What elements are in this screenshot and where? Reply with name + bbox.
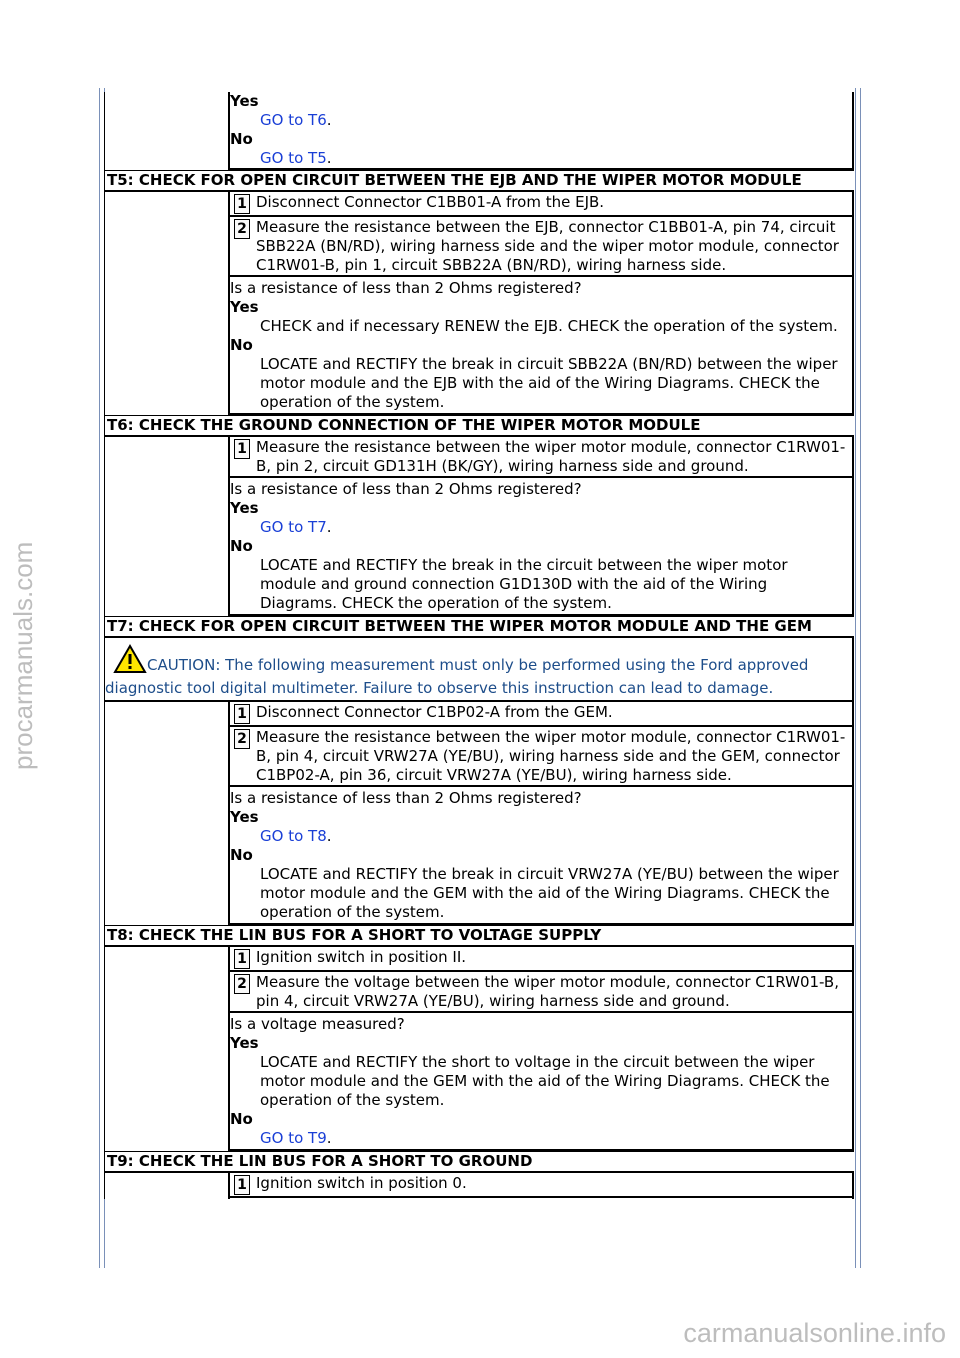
t4-result (228, 92, 854, 170)
caution-text: CAUTION: The following measurement must only be performed using the Ford approved diagnostic tool digital multimeter. Failure to observe this instruction can lead to damage. (105, 656, 809, 697)
t8-step-1 (230, 947, 852, 972)
t8-result (230, 1013, 852, 1151)
step-number: 2 (234, 729, 250, 749)
t5-no-text: LOCATE and RECTIFY the break in circuit SBB22A (BN/RD) between the wiper motor module and the EJB with the aid of the Wiring Diagrams. CHECK the operation of the system. (260, 355, 838, 411)
t6-body (104, 437, 854, 616)
t5-question: Is a resistance of less than 2 Ohms registered? (230, 279, 582, 297)
go-to-t9-link[interactable]: GO to T9 (260, 1129, 327, 1147)
t6-question: Is a resistance of less than 2 Ohms registered? (230, 480, 582, 498)
t7-caution (104, 638, 854, 702)
t7-step-1 (230, 702, 852, 727)
diagnostic-document (104, 92, 854, 1199)
step-number: 1 (234, 439, 250, 459)
step-number: 2 (234, 219, 250, 239)
t6-result (230, 478, 852, 616)
t8-body (104, 947, 854, 1151)
side-watermark: procarmanuals.com (8, 541, 38, 770)
step-number: 1 (234, 949, 250, 969)
t7-heading: T7: CHECK FOR OPEN CIRCUIT BETWEEN THE WIPER MOTOR MODULE AND THE GEM (104, 616, 854, 638)
left-column-cell (104, 947, 228, 1151)
t9-body (104, 1173, 854, 1199)
no-label: No (230, 846, 253, 864)
t6-content (228, 437, 854, 616)
t8-heading: T8: CHECK THE LIN BUS FOR A SHORT TO VOLTAGE SUPPLY (104, 925, 854, 947)
step-text: Ignition switch in position II. (256, 948, 467, 966)
t9-step-1 (230, 1173, 852, 1198)
left-column-cell (104, 192, 228, 415)
t7-no-text: LOCATE and RECTIFY the break in circuit VRW27A (YE/BU) between the wiper motor module and the GEM with the aid of the Wiring Diagrams. CHECK the operation of the system. (260, 865, 839, 921)
yes-action: GO to T6. (260, 111, 332, 129)
t7-yes-action: GO to T8. (260, 827, 332, 845)
step-number: 1 (234, 194, 250, 214)
step-text: Measure the resistance between the wiper motor module, connector C1RW01-B, pin 2, circuit GD131H (BK/GY), wiring harness side and ground. (256, 438, 846, 475)
t8-yes-text: LOCATE and RECTIFY the short to voltage in the circuit between the wiper motor module and the GEM with the aid of the Wiring Diagrams. CHECK the operation of the system. (260, 1053, 830, 1109)
t8-question: Is a voltage measured? (230, 1015, 405, 1033)
go-to-t8-link[interactable]: GO to T8 (260, 827, 327, 845)
step-text: Measure the voltage between the wiper motor module, connector C1RW01-B, pin 4, circuit VRW27A (YE/BU), wiring harness side and ground. (256, 973, 839, 1010)
t4-result-row (104, 92, 854, 170)
t8-no-action: GO to T9. (260, 1129, 332, 1147)
t8-content (228, 947, 854, 1151)
left-column-cell (104, 437, 228, 616)
no-label: No (230, 537, 253, 555)
t9-heading: T9: CHECK THE LIN BUS FOR A SHORT TO GROUND (104, 1151, 854, 1173)
no-label: No (230, 336, 253, 354)
no-label: No (230, 1110, 253, 1128)
t7-body (104, 702, 854, 925)
t6-step-1 (230, 437, 852, 478)
left-column-cell (104, 702, 228, 925)
go-to-t7-link[interactable]: GO to T7 (260, 518, 327, 536)
step-number: 1 (234, 704, 250, 724)
yes-label: Yes (230, 298, 259, 316)
yes-label: Yes (230, 808, 259, 826)
t7-question: Is a resistance of less than 2 Ohms registered? (230, 789, 582, 807)
bottom-watermark: carmanualsonline.info (683, 1318, 946, 1348)
t7-step-2 (230, 727, 852, 787)
step-text: Disconnect Connector C1BP02-A from the GEM. (256, 703, 613, 721)
warning-triangle-icon (113, 644, 147, 679)
no-action: GO to T5. (260, 149, 332, 167)
yes-label: Yes (230, 1034, 259, 1052)
step-number: 2 (234, 974, 250, 994)
yes-label: Yes (230, 499, 259, 517)
step-text: Ignition switch in position 0. (256, 1174, 467, 1192)
t6-heading: T6: CHECK THE GROUND CONNECTION OF THE WIPER MOTOR MODULE (104, 415, 854, 437)
step-text: Measure the resistance between the wiper motor module, connector C1RW01-B, pin 4, circuit VRW27A (YE/BU), wiring harness side and the GEM, connector C1BP02-A, pin 36, circuit VRW27A (YE/BU), wiring harness side. (256, 728, 846, 784)
yes-label: Yes (230, 92, 259, 110)
t8-step-2 (230, 972, 852, 1013)
t5-content (228, 192, 854, 415)
t5-yes-text: CHECK and if necessary RENEW the EJB. CHECK the operation of the system. (260, 317, 838, 335)
t5-step-2 (230, 217, 852, 277)
t7-content (228, 702, 854, 925)
t6-yes-action: GO to T7. (260, 518, 332, 536)
step-number: 1 (234, 1175, 250, 1195)
go-to-t6-link[interactable]: GO to T6 (260, 111, 327, 129)
t5-heading: T5: CHECK FOR OPEN CIRCUIT BETWEEN THE EJB AND THE WIPER MOTOR MODULE (104, 170, 854, 192)
no-label: No (230, 130, 253, 148)
left-column-cell (104, 92, 228, 170)
left-column-cell (104, 1173, 228, 1199)
t5-result (230, 277, 852, 415)
t9-content (228, 1173, 854, 1199)
t5-step-1 (230, 192, 852, 217)
right-frame-border (855, 88, 861, 1268)
t6-no-text: LOCATE and RECTIFY the break in the circuit between the wiper motor module and ground connection G1D130D with the aid of the Wiring Diagrams. CHECK the operation of the system. (260, 556, 788, 612)
step-text: Measure the resistance between the EJB, connector C1BB01-A, pin 74, circuit SBB22A (BN/RD), wiring harness side and the wiper motor module, connector C1RW01-B, pin 1, circuit SBB22A (BN/RD), wiring harness side. (256, 218, 839, 274)
go-to-t5-link[interactable]: GO to T5 (260, 149, 327, 167)
t5-body (104, 192, 854, 415)
step-text: Disconnect Connector C1BB01-A from the EJB. (256, 193, 605, 211)
t7-result (230, 787, 852, 925)
